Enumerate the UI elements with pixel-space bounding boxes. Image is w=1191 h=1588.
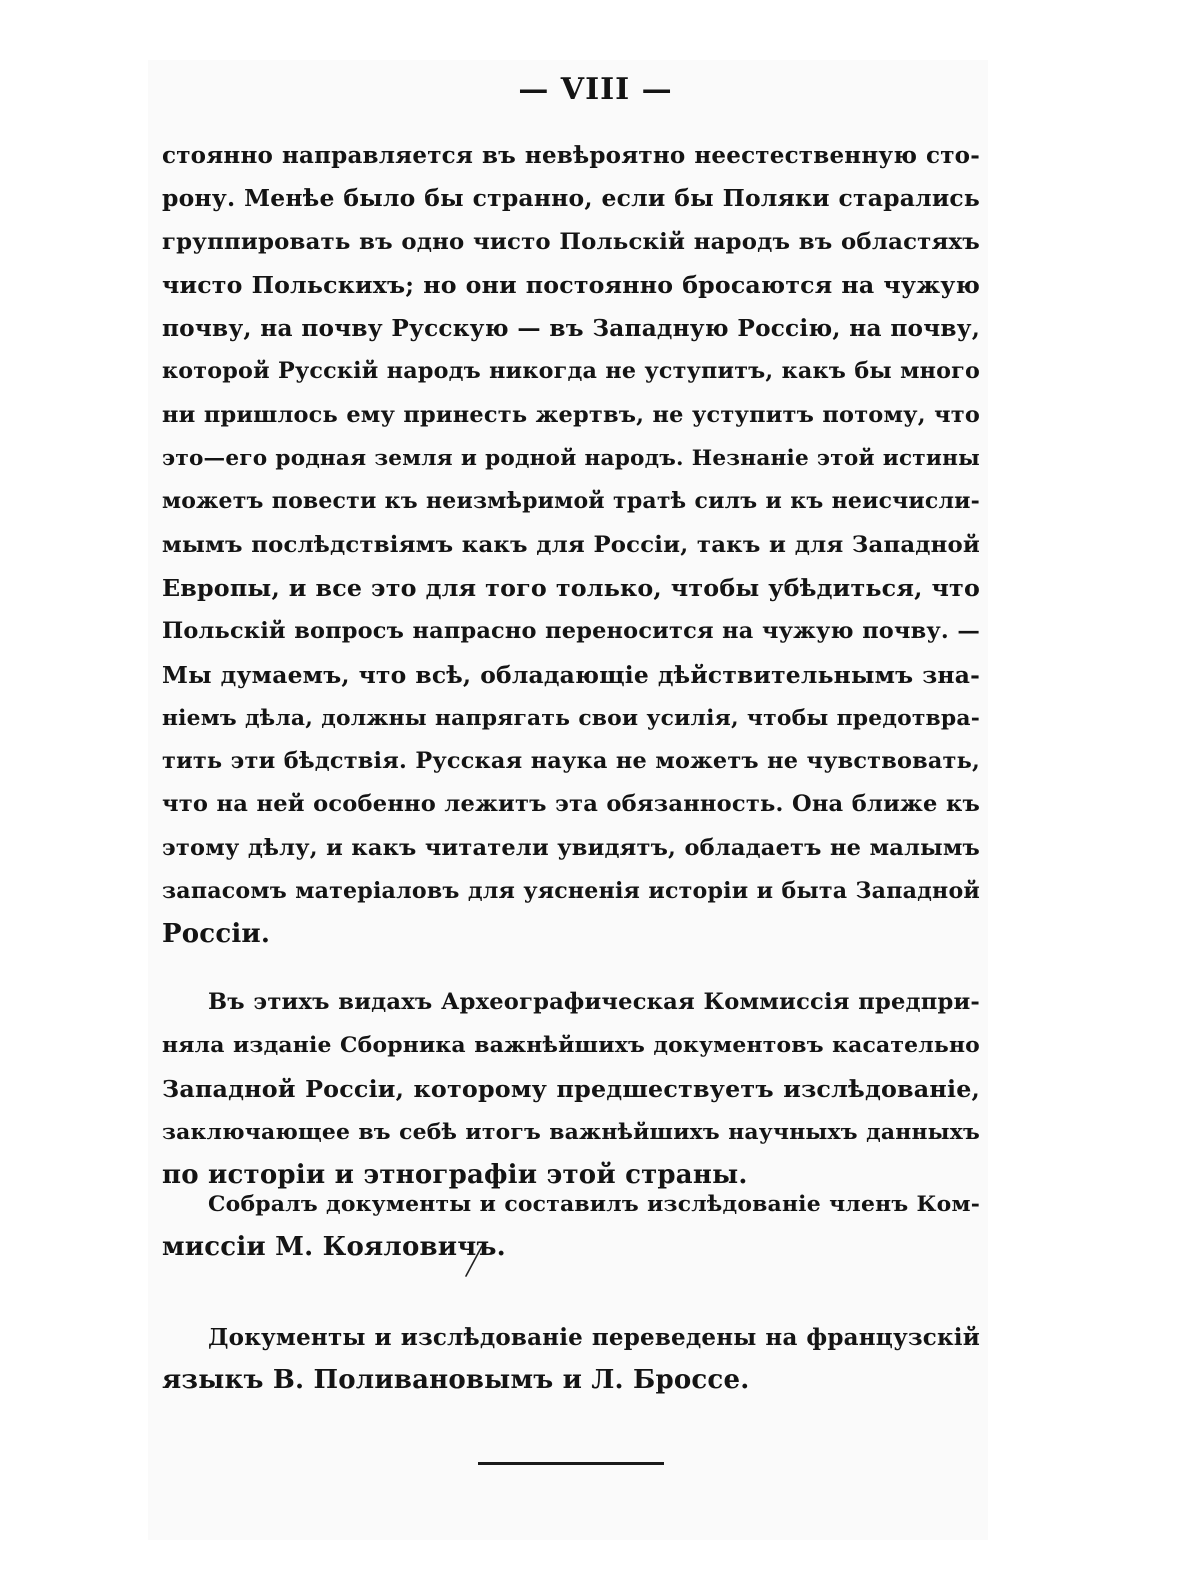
text-line: почву, на почву Русскую — въ Западную Россію, на почву, <box>162 315 980 343</box>
text-line: Польскій вопросъ напрасно переносится на чужую почву. — <box>162 618 980 645</box>
paragraph-4 <box>162 1316 980 1403</box>
text-line: Европы, и все это для того только, чтобы убѣдиться, что <box>162 573 980 602</box>
text-line: этому дѣлу, и какъ читатели увидятъ, обладаетъ не малымъ <box>162 834 980 861</box>
text-line: которой Русскій народъ никогда не уступитъ, какъ бы много <box>162 358 980 385</box>
page-number: — VIII — <box>518 72 673 107</box>
text-line: тить эти бѣдствія. Русская наука не можетъ не чувствовать, <box>162 748 980 775</box>
text-line: заключающее въ себѣ итогъ важнѣйшихъ научныхъ данныхъ <box>162 1118 980 1145</box>
text-line: можетъ повести къ неизмѣримой тратѣ силъ и къ неисчисли- <box>162 488 980 515</box>
text-line: ни пришлось ему принесть жертвъ, не уступитъ потому, что <box>162 401 980 428</box>
end-rule-divider <box>478 1462 664 1465</box>
text-line: группировать въ одно чисто Польскій народъ въ областяхъ <box>162 228 980 255</box>
text-line: рону. Менѣе было бы странно, если бы Поляки старались <box>162 184 980 213</box>
text-line: мымъ послѣдствіямъ какъ для Россіи, такъ и для Западной <box>162 531 980 558</box>
text-line: няла изданіе Сборника важнѣйшихъ документовъ касательно <box>162 1032 980 1059</box>
text-line: что на ней особенно лежитъ эта обязанность. Она ближе къ <box>162 791 980 818</box>
text-line: это—его родная земля и родной народъ. Незнаніе этой истины <box>162 446 980 472</box>
text-line: Собралъ документы и составилъ изслѣдованіе членъ Ком- <box>208 1191 980 1217</box>
text-line: по исторіи и этнографіи этой страны. <box>162 1160 748 1191</box>
text-line: Мы думаемъ, что всѣ, обладающіе дѣйствительнымъ зна- <box>162 660 980 689</box>
text-line: Россіи. <box>162 919 271 950</box>
text-line: Документы и изслѣдованіе переведены на французскій <box>208 1324 980 1351</box>
text-line: языкъ В. Поливановымъ и Л. Броссе. <box>162 1365 750 1396</box>
text-line: стоянно направляется въ невѣроятно неестественную сто- <box>162 142 980 169</box>
paragraph-1 <box>162 134 980 957</box>
text-line: миссіи М. Кояловичъ. <box>162 1232 506 1263</box>
pencil-slash-mark <box>462 1244 486 1278</box>
paragraph-3 <box>162 1183 980 1270</box>
paragraph-2 <box>162 981 980 1197</box>
text-line: Въ этихъ видахъ Археографическая Коммиссія предпри- <box>208 989 980 1015</box>
text-line: Западной Россіи, которому предшествуетъ изслѣдованіе, <box>162 1074 980 1103</box>
text-line: запасомъ матеріаловъ для уясненія исторіи и быта Западной <box>162 878 980 905</box>
text-line: ніемъ дѣла, должны напрягать свои усилія, чтобы предотвра- <box>162 705 980 731</box>
text-line: чисто Польскихъ; но они постоянно бросаются на чужую <box>162 270 980 299</box>
